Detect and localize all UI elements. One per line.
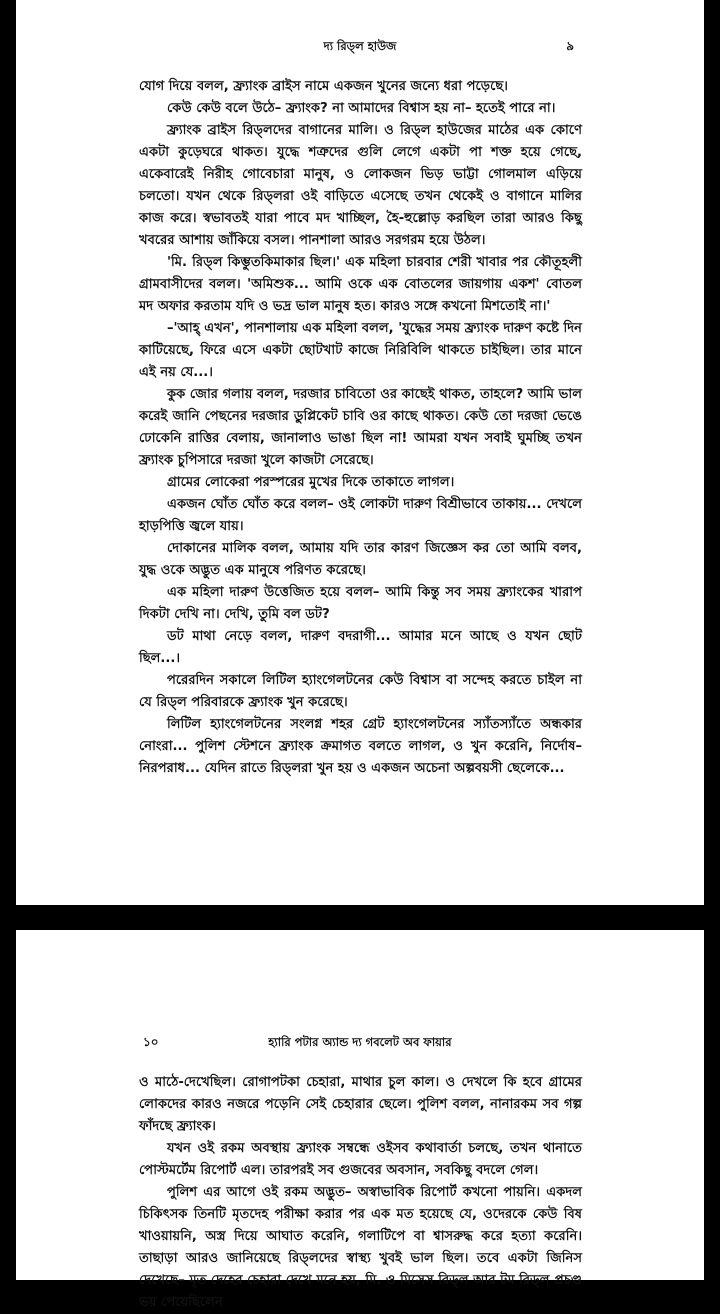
- paragraph: 'মি. রিড্‌ল কিম্ভুতকিমাকার ছিল।' এক মহিলা চারবার শেরী খাবার পর কৌতূহলী গ্রামবাসীদের বলল। 'অমিশুক... আমি ওকে এক বোতলের জায়গায় একশ' বোতল মদ অফার করতাম যদি ও ভদ্র ভাল মানুষ হত। কারও সঙ্গে কখনো মিশতোই না।': [139, 255, 582, 314]
- running-head: হ্যারি পটার অ্যান্ড দ্য গবলেট অব ফায়ার: [268, 1035, 452, 1049]
- book-page-10[interactable]: [16, 930, 704, 1310]
- paragraph: কুক জোর গলায় বলল, দরজার চাবিতো ওর কাছেই থাকত, তাহলে? আমি ভাল করেই জানি পেছনের দরজার ডুপ্লিকেট চাবি ওর কাছে থাকত। কেউ তো দরজা ভেঙে ঢোকেনি রাত্তির বেলায়, জানালাও ভাঙা ছিল না! আমরা যখন সবাই ঘুমচ্ছি তখন ফ্র্যাংক চুপিসারে দরজা খুলে কাজটা সেরেছে।: [139, 387, 582, 468]
- paragraph: ও মাঠে-দেখেছিল। রোগাপটকা চেহারা, মাথার চুল কাল। ও দেখলে কি হবে গ্রামের লোকদের কারও নজরে পড়েনি সেই চেহারার ছেলে। পুলিশ বলল, নানারকম সব গল্প ফাঁদছে ফ্র্যাংক।: [139, 1075, 582, 1134]
- paragraph: গ্রামের লোকেরা পরস্পরের মুখের দিকে তাকাতে লাগল।: [167, 475, 455, 490]
- page-text: [139, 1072, 582, 1314]
- page-text: [139, 76, 582, 780]
- paragraph: যখন ওই রকম অবস্থায় ফ্র্যাংক সম্বন্ধে ওইসব কথাবার্তা চলছে, তখন থানাতে পোস্টমর্টেম রিপোর্ট এল। তারপরই সব গুজবের অবসান, সবকিছু বদলে গেল।: [139, 1141, 582, 1178]
- paragraph: ফ্র্যাংক ব্রাইস রিড্‌লদের বাগানের মালি। ও রিড্‌ল হাউজের মাঠের এক কোণে একটা কুড়েঘরে থাকত। যুদ্ধে শত্রুদের গুলি লেগে একটা পা শক্ত হয়ে গেছে, একেবারেই নিরীহ গোবেচারা মানুষ, ও লোকজন ভিড় ভাট্টা গোলমাল এড়িয়ে চলতো। যখন থেকে রিড্‌লরা ওই বাড়িতে এসেছে তখন থেকেই ও বাগানে মালির কাজ করে। স্বভাবতই যারা পাবে মদ খাচ্ছিল, হৈ-হুল্লোড় করছিল তারা আরও কিছু খবরের আশায় জাঁকিয়ে বসল। পানশালা আরও সরগরম হয়ে উঠল।: [139, 123, 582, 248]
- running-head: দ্য রিড্‌ল হাউজ: [323, 39, 397, 53]
- paragraph: লিটিল হ্যাংগেলটনের সংলগ্ন শহর গ্রেট হ্যাংগেলটনের স্যাঁতস্যাঁতে অন্ধকার নোংরা... পুলিশ স্টেশনে ফ্র্যাংক ক্রমাগত বলতে লাগল, ও খুন করেনি, নির্দোষ–নিরপরাধ... যেদিন রাতে রিড্‌লরা খুন হয় ও একজন অচেনা অল্পবয়সী ছেলেকে...: [139, 717, 582, 776]
- paragraph: পুলিশ এর আগে ওই রকম অদ্ভুত– অস্বাভাবিক রিপোর্ট কখনো পায়নি। একদল চিকিৎসক তিনটি মৃতদেহ পরীক্ষা করার পর এক মত হয়েছে যে, ওদেরকে কেউ বিষ খাওয়ায়নি, অস্ত্র দিয়ে আঘাত করেনি, গলাটিপে বা শ্বাসরুদ্ধ করে হত্যা করেনি। তাছাড়া আরও জানিয়েছে রিড্‌লদের স্বাস্থ্য খুবই ভাল ছিল। তবে একটা জিনিস দেখেছে– মৃত দেহের চেহারা দেখে মনে হয়, মি. ও মিসেস রিড্‌ল আর টম রিড্‌ল প্রচণ্ড ভয় পেয়েছিলেন: [139, 1185, 582, 1310]
- paragraph: কেউ কেউ বলে উঠে– ফ্র্যাংক? না আমাদের বিশ্বাস হয় না– হতেই পারে না।: [167, 101, 556, 116]
- paragraph: দোকানের মালিক বলল, আমায় যদি তার কারণ জিজ্ঞেস কর তো আমি বলব, যুদ্ধ ওকে অদ্ভুত এক মানুষে পরিণত করেছে।: [139, 541, 582, 578]
- page-number: ৯: [566, 39, 574, 53]
- paragraph: এক মহিলা দারুণ উত্তেজিত হয়ে বলল– আমি কিন্তু সব সময় ফ্র্যাংকের খারাপ দিকটা দেখি না। দেখি, তুমি বল ডট?: [139, 585, 582, 622]
- page-number: ১০: [143, 1035, 159, 1049]
- book-page-9[interactable]: [16, 0, 704, 905]
- paragraph: পরেরদিন সকালে লিটিল হ্যাংগেলটনের কেউ বিশ্বাস বা সন্দেহ করতে চাইল না যে রিড্‌ল পরিবারকে ফ্র্যাংক খুন করেছে।: [139, 673, 582, 710]
- paragraph: –'আহ্‌ এখন', পানশালায় এক মহিলা বলল, 'যুদ্ধের সময় ফ্র্যাংক দারুণ কষ্টে দিন কাটিয়েছে, ফিরে এসে একটা ছোটখাট কাজে নিরিবিলি থাকতে চাইছিল। তার মানে এই নয় যে...।: [139, 321, 582, 380]
- paragraph: যোগ দিয়ে বলল, ফ্র্যাংক ব্রাইস নামে একজন খুনের জন্যে ধরা পড়েছে।: [139, 79, 508, 94]
- paragraph: একজন ঘোঁত ঘোঁত করে বলল– ওই লোকটা দারুণ বিশ্রীভাবে তাকায়... দেখলে হাড়পিত্তি জ্বলে যায়।: [139, 497, 582, 534]
- paragraph: ডট মাথা নেড়ে বলল, দারুণ বদরাগী... আমার মনে আছে ও যখন ছোট ছিল...।: [139, 629, 582, 666]
